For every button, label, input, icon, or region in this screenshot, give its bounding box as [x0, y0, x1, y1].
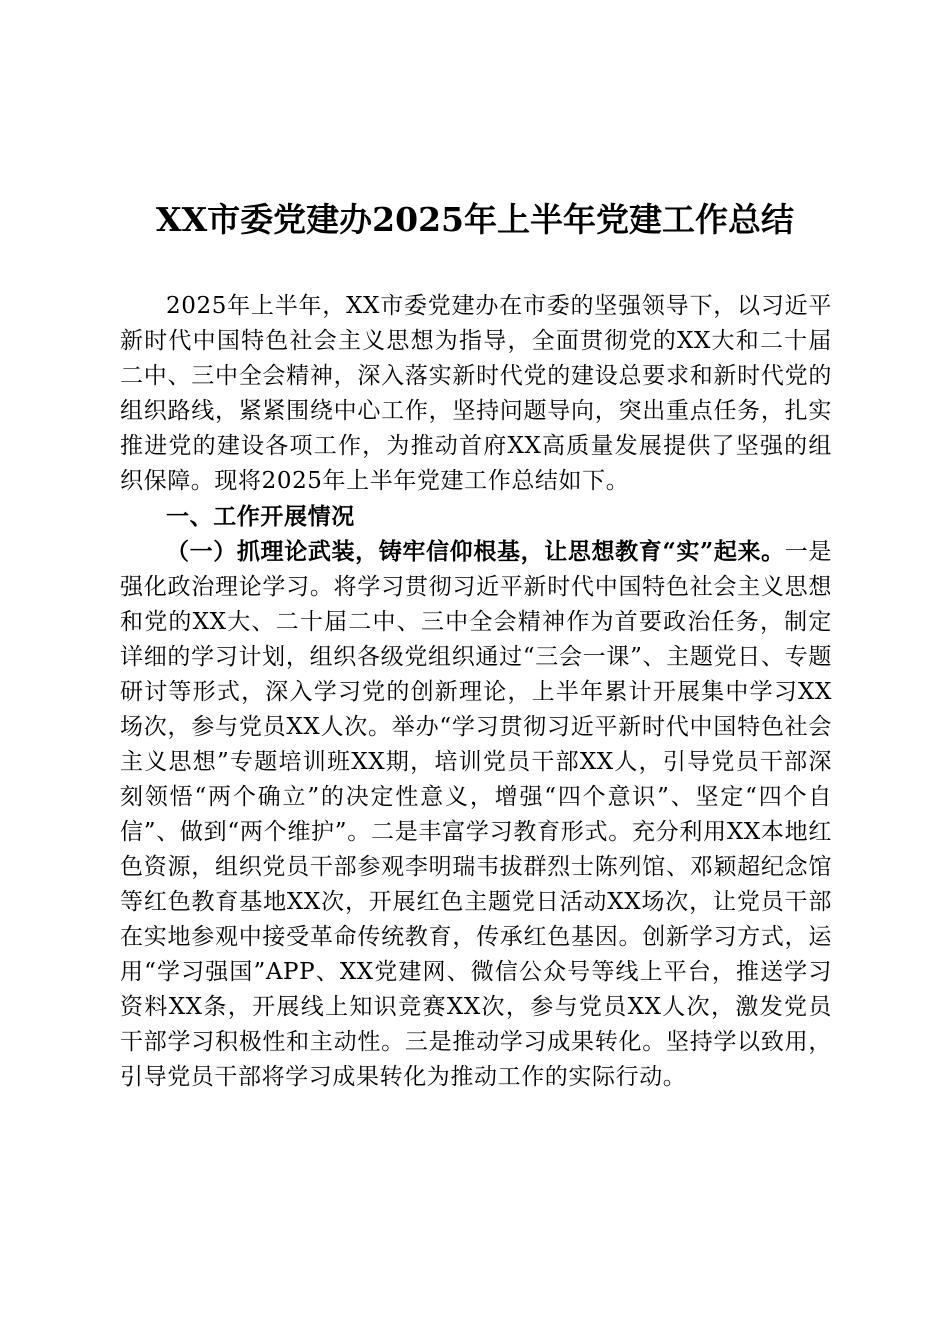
- subsection-body: 一是强化政治理论学习。将学习贯彻习近平新时代中国特色社会主义思想和党的XX大、二十届二中、三中全会精神作为首要政治任务，制定详细的学习计划，组织各级党组织通过“三会一课”、主题党日、专题研讨等形式，深入学习党的创新理论，上半年累计开展集中学习XX场次，参与党员XX人次。举办“学习贯彻习近平新时代中国特色社会主义思想”专题培训班XX期，培训党员干部XX人，引导党员干部深刻领悟“两个确立”的决定性意义，增强“四个意识”、坚定“四个自信”、做到“两个维护”。二是丰富学习教育形式。充分利用XX本地红色资源，组织党员干部参观李明瑞韦拔群烈士陈列馆、邓颖超纪念馆等红色教育基地XX次，开展红色主题党日活动XX场次，让党员干部在实地参观中接受革命传统教育，传承红色基因。创新学习方式，运用“学习强国”APP、XX党建网、微信公众号等线上平台，推送学习资料XX条，开展线上知识竞赛XX次，参与党员XX人次，激发党员干部学习积极性和主动性。三是推动学习成果转化。坚持学以致用，引导党员干部将学习成果转化为推动工作的实际行动。: [120, 539, 832, 1090]
- section-heading: 一、工作开展情况: [166, 503, 355, 530]
- subsection-lead: （一）抓理论武装，铸牢信仰根基，让思想教育“实”起来。: [166, 538, 785, 565]
- document-title: XX市委党建办2025年上半年党建工作总结: [155, 200, 795, 239]
- intro-paragraph: 2025年上半年，XX市委党建办在市委的坚强领导下，以习近平新时代中国特色社会主义思想为指导，全面贯彻党的XX大和二十届二中、三中全会精神，深入落实新时代党的建设总要求和新时代党的组织路线，紧紧围绕中心工作，坚持问题导向，突出重点任务，扎实推进党的建设各项工作，为推动首府XX高质量发展提供了坚强的组织保障。现将2025年上半年党建工作总结如下。: [120, 293, 832, 494]
- subsection-paragraph: [120, 534, 832, 1095]
- document-body: [120, 289, 832, 1095]
